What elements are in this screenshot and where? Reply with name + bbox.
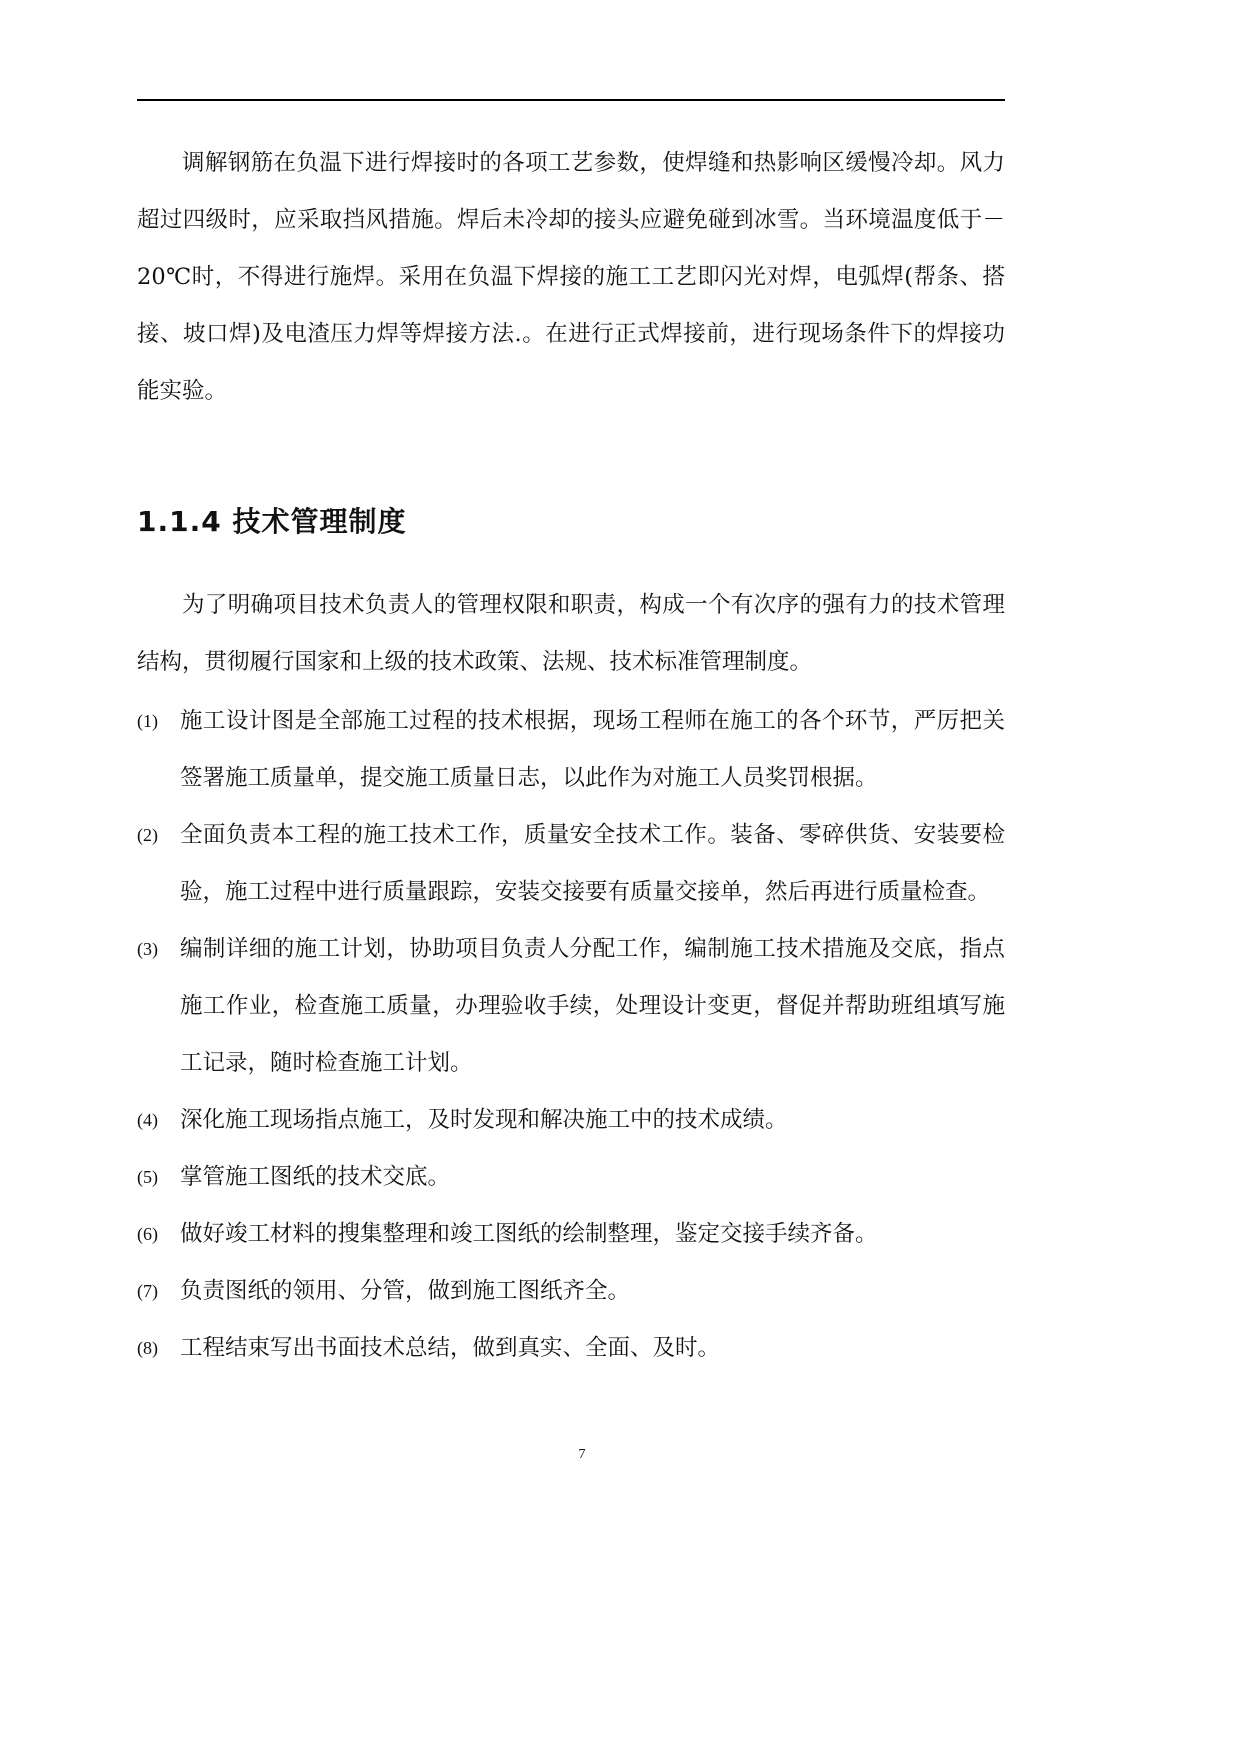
list-item-number: (2) (137, 825, 158, 845)
list-item-text: 全面负责本工程的施工技术工作，质量安全技术工作。装备、零碎供货、安装要检验，施工过程中进行质量跟踪，安装交接要有质量交接单，然后再进行质量检查。 (180, 822, 1005, 905)
list-item-number: (5) (137, 1167, 158, 1187)
list-item (137, 1149, 1005, 1206)
page-number: 7 (578, 1447, 586, 1462)
list-item (137, 1263, 1005, 1320)
list-item (137, 1206, 1005, 1263)
list-item-text: 深化施工现场指点施工，及时发现和解决施工中的技术成绩。 (180, 1107, 788, 1133)
list-item-number: (3) (137, 939, 158, 959)
list-item (137, 693, 1005, 807)
list-item (137, 1320, 1005, 1377)
list-item-text: 施工设计图是全部施工过程的技术根据，现场工程师在施工的各个环节，严厉把关签署施工质量单，提交施工质量日志，以此作为对施工人员奖罚根据。 (180, 708, 1005, 791)
list-item-text: 掌管施工图纸的技术交底。 (180, 1164, 451, 1190)
list-item-text: 负责图纸的领用、分管，做到施工图纸齐全。 (180, 1278, 631, 1304)
list-item (137, 921, 1005, 1092)
section-heading: 1.1.4 技术管理制度 (137, 505, 407, 538)
list-item-text: 工程结束写出书面技术总结，做到真实、全面、及时。 (180, 1335, 721, 1361)
list-item-number: (4) (137, 1110, 158, 1130)
list-item (137, 1092, 1005, 1149)
list-item-number: (1) (137, 711, 158, 731)
intro-paragraph: 调解钢筋在负温下进行焊接时的各项工艺参数，使焊缝和热影响区缓慢冷却。风力超过四级时，应采取挡风措施。焊后未冷却的接头应避免碰到冰雪。当环境温度低于－20℃时，不得进行施焊。采用在负温下焊接的施工工艺即闪光对焊，电弧焊(帮条、搭接、坡口焊)及电渣压力焊等焊接方法.。在进行正式焊接前，进行现场条件下的焊接功能实验。 (137, 150, 1005, 404)
list-item-number: (8) (137, 1338, 158, 1358)
list-item-number: (6) (137, 1224, 158, 1244)
requirements-list (137, 693, 1005, 1377)
list-item-text: 编制详细的施工计划，协助项目负责人分配工作，编制施工技术措施及交底，指点施工作业，检查施工质量，办理验收手续，处理设计变更，督促并帮助班组填写施工记录，随时检查施工计划。 (180, 936, 1005, 1076)
list-item (137, 807, 1005, 921)
header-rule (137, 99, 1005, 101)
list-item-text: 做好竣工材料的搜集整理和竣工图纸的绘制整理，鉴定交接手续齐备。 (180, 1221, 878, 1247)
list-item-number: (7) (137, 1281, 158, 1301)
section-intro-paragraph: 为了明确项目技术负责人的管理权限和职责，构成一个有次序的强有力的技术管理结构，贯彻履行国家和上级的技术政策、法规、技术标准管理制度。 (137, 592, 1005, 675)
